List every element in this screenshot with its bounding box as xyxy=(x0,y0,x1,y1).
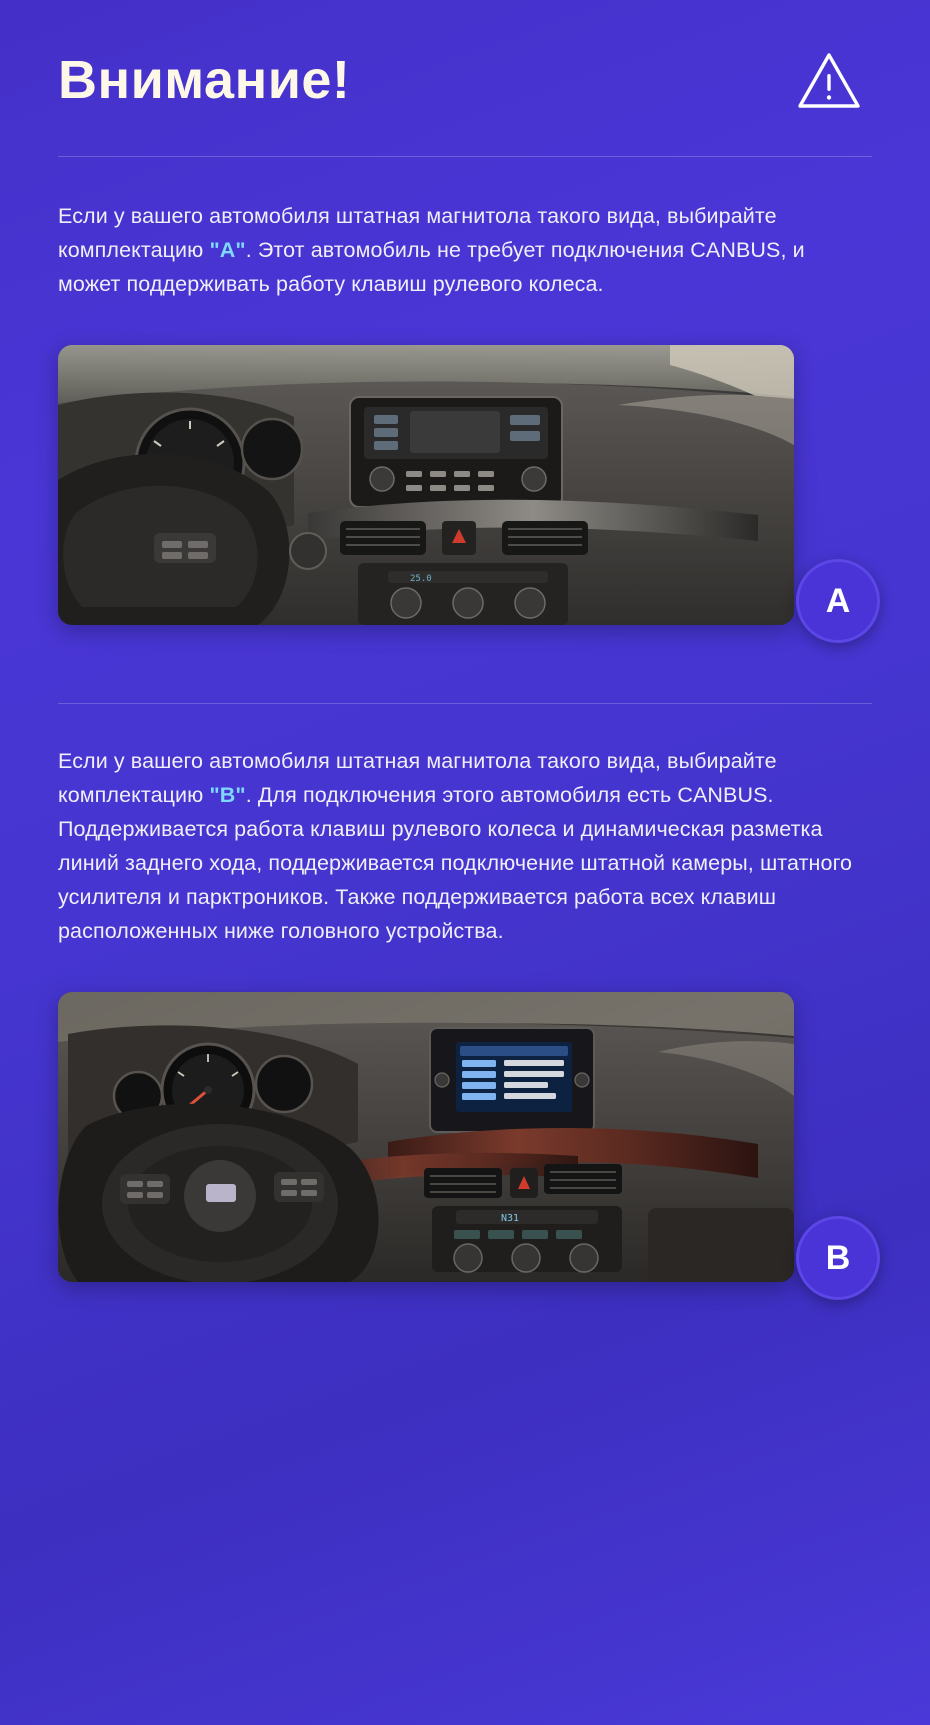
variant-b-highlight: "B" xyxy=(209,783,246,807)
svg-text:N31: N31 xyxy=(500,1213,520,1224)
paragraph-b-before: Если у вашего автомобиля штатная магнитола такого вида, выбирайте комплектацию xyxy=(58,749,777,807)
paragraph-variant-b xyxy=(58,704,872,948)
dashboard-photo-b xyxy=(58,992,794,1282)
page-title: Внимание! xyxy=(58,50,351,111)
badge-variant-b: B xyxy=(796,1216,880,1300)
variant-a-highlight: "A" xyxy=(209,238,246,262)
page-header xyxy=(58,0,872,114)
badge-variant-a: A xyxy=(796,559,880,643)
dashboard-photo-a xyxy=(58,345,794,625)
paragraph-b-after: . Для подключения этого автомобиля есть CANBUS. Поддерживается работа клавиш рулевого колеса и динамическая разметка линий заднего хода, поддерживается подключение штатной камеры, штатного усилителя и парктроников. Также поддерживается работа всех клавиш расположенных ниже головного устройства. xyxy=(58,783,853,943)
paragraph-variant-a xyxy=(58,157,872,301)
image-block-variant-a xyxy=(58,345,872,625)
paragraph-a-after: . Этот автомобиль не требует подключения CANBUS, и может поддерживать работу клавиш рулевого колеса. xyxy=(58,238,805,296)
warning-triangle-icon xyxy=(796,48,862,114)
svg-text:25.0: 25.0 xyxy=(410,574,432,584)
paragraph-a-before: Если у вашего автомобиля штатная магнитола такого вида, выбирайте комплектацию xyxy=(58,204,777,262)
image-block-variant-b xyxy=(58,992,872,1282)
